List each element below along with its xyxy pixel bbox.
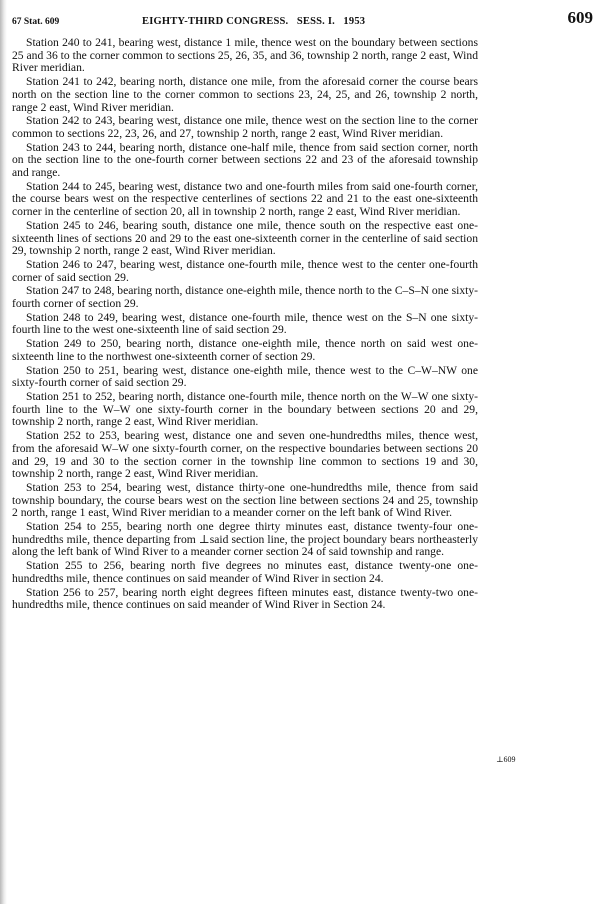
paragraph-station-249: Station 249 to 250, bearing north, distance one-eighth mile, thence north on said west one-sixteenth line to the northwest one-sixteenth corner of section 29.: [12, 337, 478, 363]
paragraph-station-251: Station 251 to 252, bearing north, distance one-fourth mile, thence north on the W–W one sixty-fourth line to the W–W one sixty-fourth corner in the boundary between sections 20 and 29, township 2 north, range 2 east, Wind River meridian.: [12, 389, 478, 429]
body-text: [12, 37, 478, 613]
paragraph-station-245: Station 245 to 246, bearing south, distance one mile, thence south on the respective east one-sixteenth lines of sections 20 and 29 to the east one-sixteenth corner in the centerline of said section 29, township 2 north, range 2 east, Wind River meridian.: [12, 218, 478, 258]
page-number: 609: [567, 8, 593, 27]
paragraph-station-243: Station 243 to 244, bearing north, distance one-half mile, thence from said section corner, north on the section line to the one-fourth corner between sections 22 and 23 of the aforesaid township and range.: [12, 140, 478, 180]
paragraph-station-246: Station 246 to 247, bearing west, distance one-fourth mile, thence west to the center one-fourth corner of said section 29.: [12, 257, 478, 284]
paragraph-station-256: Station 256 to 257, bearing north eight degrees fifteen minutes east, distance twenty-two one-hundredths mile, thence continues on said meander of Wind River in Section 24.: [12, 585, 478, 612]
paragraph-station-250: Station 250 to 251, bearing west, distance one-eighth mile, thence west to the C–W–NW one sixty-fourth corner of said section 29.: [12, 363, 478, 390]
paragraph-station-247: Station 247 to 248, bearing north, distance one-eighth mile, thence north to the C–S–N one sixty-fourth corner of section 29.: [12, 284, 478, 311]
paragraph-station-244: Station 244 to 245, bearing west, distance two and one-fourth miles from said one-fourth corner, the course bears west on the respective centerlines of sections 22 and 21 to the east one-sixteenth corner in the centerline of section 20, all in township 2 north, range 2 east, Wind River meridian.: [12, 179, 478, 219]
statute-citation: 67 Stat. 609: [12, 17, 60, 27]
paragraph-station-248: Station 248 to 249, bearing west, distance one-fourth mile, thence west on the S–N one sixty-fourth line to the west one-sixteenth line of said section 29.: [12, 310, 478, 337]
marginal-page-note: ⊥609: [496, 755, 516, 764]
paragraph-station-255: Station 255 to 256, bearing north five degrees no minutes east, distance twenty-one one-hundredths mile, thence continues on said meander of Wind River in section 24.: [12, 559, 478, 585]
paragraph-station-241: Station 241 to 242, bearing north, distance one mile, from the aforesaid corner the course bears north on the section line to the corner common to sections 23, 24, 25, and 26, township 2 north, range 2 east, Wind River meridian.: [12, 75, 478, 114]
page-header: [12, 8, 597, 32]
paragraph-station-240: Station 240 to 241, bearing west, distance 1 mile, thence west on the boundary between sections 25 and 36 to the corner common to sections 25, 26, 35, and 36, township 2 north, range 2 east, Wind River meridian.: [12, 36, 478, 75]
running-title: EIGHTY-THIRD CONGRESS. SESS. I. 1953: [142, 16, 366, 27]
paragraph-station-242: Station 242 to 243, bearing west, distance one mile, thence west on the section line to the corner common to sections 22, 23, 26, and 27, township 2 north, range 2 east, Wind River meridian.: [12, 114, 478, 140]
paragraph-station-254: Station 254 to 255, bearing north one degree thirty minutes east, distance twenty-four one-hundredths mile, thence departing from ⊥said section line, the project boundary bears northeasterly along the left bank of Wind River to a meander corner section 24 of said township and range.: [12, 520, 478, 559]
paragraph-station-252: Station 252 to 253, bearing west, distance one and seven one-hundredths miles, thence west, from the aforesaid W–W one sixty-fourth corner, on the respective boundaries between sections 20 and 29, 19 and 30 to the section corner in the township line common to sections 19 and 30, township 2 north, range 2 east, Wind River meridian.: [12, 429, 478, 481]
paragraph-station-253: Station 253 to 254, bearing west, distance thirty-one one-hundredths mile, thence from said township boundary, the course bears west on the section line between sections 24 and 25, township 2 north, range 1 east, Wind River meridian to a meander corner on the left bank of Wind River.: [12, 480, 478, 520]
scan-binding-edge: [0, 0, 7, 904]
